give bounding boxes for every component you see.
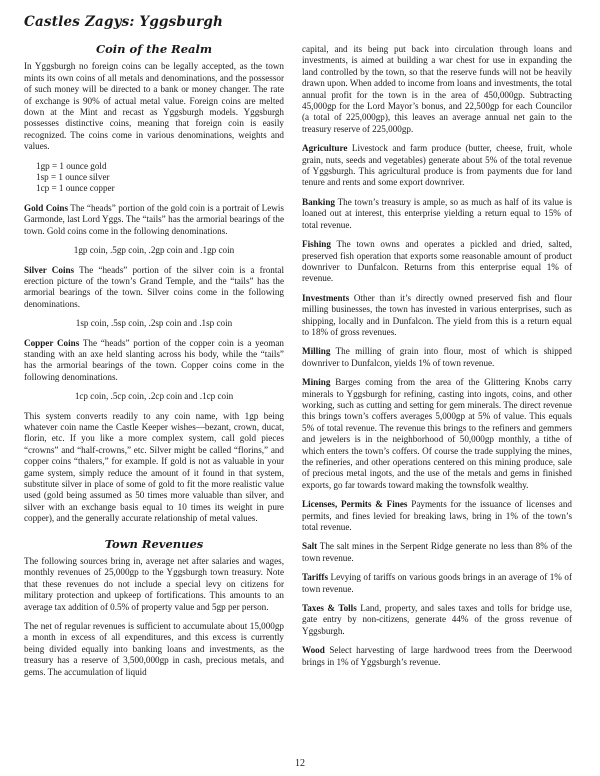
revenues-net-continued: capital, and its being put back into circulation through loans and investments, is aimed at building a war chest for use in expanding the land controlled by the town, so that the reserve funds will not be heavily drawn upon. When added to income from loans and investments, the total annual profit for the town is in the area of 450,000gp. Subtracting 45,000gp for the Lord Mayor’s bonus, and 22,500gp for each Councilor (a total of 225,000gp), this leaves an average annual net gain to the treasury reserve of 225,000gp. xyxy=(302,44,572,134)
running-header: Castles Zagys: Yggsburgh xyxy=(24,14,224,30)
revenue-item xyxy=(302,645,572,668)
page-number: 12 xyxy=(295,758,305,769)
revenue-item-lead: Milling xyxy=(302,346,331,357)
revenue-item-text: Land, property, and sales taxes and tolls for bridge use, gate entry by non-citizens, generate 44% of the gross revenue of Yggsburgh. xyxy=(302,603,572,636)
copper-coins-paragraph xyxy=(24,338,284,384)
coin-intro-paragraph: In Yggsburgh no foreign coins can be legally accepted, as the town mints its own coins of all metals and denominations, and the possessor of such money will be directed to a bank or money changer. The rate of exchange is 90% of actual metal value. Foreign coins are melted down at the Mint and recast as Yggsburgh models. Yggsburgh possesses distinctive coins, meaning that foreign coin is easily recognized. The coins come in various denominations, weights and values. xyxy=(24,61,284,152)
revenue-item xyxy=(302,346,572,369)
coin-weight-list xyxy=(24,161,284,195)
revenue-item-text: The town owns and operates a pickled and dried, salted, preserved fish operation that exports some reasonable amount of product downriver to Dunfalcon. Returns from this enterprise equal 1% of revenue. xyxy=(302,239,572,284)
revenue-item-text: Barges coming from the area of the Glittering Knobs carry minerals to Yggsburgh for refining, casting into ingots, coins, and other working, such as cutting and setting for gem minerals. The direct revenue this brings town’s coffers averages 5,000gp at 5% of value. This equals 5% of total revenue. The revenue this brings to the refiners and gemmers and jewelers is in the neighborhood of 50,000gp monthly, a tithe of which enters the town’s coffers. Of course the trade supplying the mines, the refineries, and other operations centered on this mining produce, sale of precious metal ingots, and the use of the metals and gems in finished exports, go far towards toward making the townsfolk wealthy. xyxy=(302,377,572,490)
revenue-item-text: Levying of tariffs on various goods brings in an average of 1% of town revenue. xyxy=(302,572,572,594)
gold-coin-denominations: 1gp coin, .5gp coin, .2gp coin and .1gp coin xyxy=(73,245,235,256)
revenue-item xyxy=(302,572,572,595)
copper-coins-text: The “heads” portion of the copper coin is a yeoman standing with an axe held slanting across his body, while the “tails” has the armorial bearings of the town. Copper coins come in the following denominations. xyxy=(24,337,284,382)
revenue-item-text: The salt mines in the Serpent Ridge generate no less than 8% of the town revenue. xyxy=(302,541,572,563)
left-column xyxy=(24,44,284,686)
revenue-item-lead: Banking xyxy=(302,196,335,207)
coin-system-paragraph: This system converts readily to any coin name, with 1gp being whatever coin name the Castle Keeper wishes—bezant, crown, ducat, florin, etc. If you like a more complex system, call gold pieces “crowns” and “half-crowns,” etc. Silver might be called “florins,” and copper coins “thalers,” for example. If gold is not as valuable in your game system, simply reduce the amount of it found in that system, substitute silver in place of some of gold to fit the more realistic value used (gold being assumed as 50 times more valuable than silver, and silver with an exchange basis equal to 10 times its weight in pure copper), and the generally accurate relationship of metal values. xyxy=(24,410,284,524)
section-title-coin: Coin of the Realm xyxy=(95,42,213,56)
silver-coins-text: The “heads” portion of the silver coin is a frontal erection picture of the town’s Grand Temple, and the “tails” has the armorial bearings of the town. Silver coins come in the following denominations. xyxy=(24,264,284,309)
list-item: 1gp = 1 ounce gold xyxy=(36,160,107,171)
revenue-item-lead: Investments xyxy=(302,292,350,303)
revenue-item-text: Livestock and farm produce (butter, cheese, fruit, whole grain, nuts, seeds and vegetables) generate about 5% of the total revenue of Yggsburgh. This agricultural produce is from payments due for land tenure and rents and some export downriver. xyxy=(302,143,572,188)
revenue-item-lead: Taxes & Tolls xyxy=(302,603,357,614)
revenue-item xyxy=(302,603,572,637)
revenue-item-lead: Wood xyxy=(302,645,325,656)
revenue-item-text: Payments for the issuance of licenses and permits, and fines levied for breaking laws, bring in 1% of the town’s total revenue. xyxy=(302,499,572,533)
revenue-item-text: The milling of grain into flour, most of which is shipped downriver to Dunfalcon, yields 1% of town revenue. xyxy=(302,346,572,368)
revenue-item-text: Select harvesting of large hardwood trees from the Deerwood brings in 1% of Yggsburgh’s revenue. xyxy=(302,645,572,667)
revenue-item xyxy=(302,239,572,285)
revenue-item xyxy=(302,541,572,564)
list-item: 1cp = 1 ounce copper xyxy=(36,183,115,194)
list-item: 1sp = 1 ounce silver xyxy=(36,172,110,183)
revenue-item xyxy=(302,499,572,533)
revenue-item-lead: Tariffs xyxy=(302,572,329,583)
revenue-item xyxy=(302,377,572,491)
silver-coins-paragraph xyxy=(24,265,284,311)
copper-coin-denominations: 1cp coin, .5cp coin, .2cp coin and .1cp coin xyxy=(74,391,234,402)
revenues-intro-paragraph: The following sources bring in, average net after salaries and wages, monthly revenues of 25,000gp to the Yggsburgh town treasury. Note that these revenues do not include a special levy on citizens for military protection and upkeep of fortifications. This amounts to an average tax addition of 0.5% of property value and 5gp per person. xyxy=(24,556,284,612)
revenue-item xyxy=(302,197,572,231)
gold-coins-text: The “heads” portion of the gold coin is a portrait of Lewis Garmonde, last Lord Yggs. The “tails” has the armorial bearings of the town. Gold coins come in the following denominations. xyxy=(24,202,284,236)
silver-coins-lead: Silver Coins xyxy=(24,264,75,275)
revenue-item xyxy=(302,143,572,189)
revenue-item-lead: Agriculture xyxy=(302,143,348,154)
revenue-item-text: The town’s treasury is ample, so as much as half of its value is loaned out at interest, this enterprise yielding a return equal to 15% of total revenue. xyxy=(302,196,572,230)
copper-coins-lead: Copper Coins xyxy=(24,337,80,348)
revenue-item-lead: Salt xyxy=(302,541,318,552)
revenue-item xyxy=(302,293,572,339)
revenue-item-lead: Fishing xyxy=(302,239,331,250)
gold-coins-lead: Gold Coins xyxy=(24,202,69,213)
revenue-item-text: Other than it’s directly owned preserved fish and flour milling businesses, the town has invested in various enterprises, such as shipping, locally and in Dunfalcon. The yield from this is a return equal to 18% of gross revenues. xyxy=(302,292,572,337)
gold-coins-paragraph xyxy=(24,203,284,237)
silver-coin-denominations: 1sp coin, .5sp coin, .2sp coin and .1sp coin xyxy=(75,318,233,329)
section-title-revenues: Town Revenues xyxy=(104,536,204,551)
revenues-net-paragraph: The net of regular revenues is sufficient to accumulate about 15,000gp a month in excess of all expenditures, and this excess is currently being divided equally into banking loans and investments, as the treasury has a reserve of 3,500,000gp in cash, precious metals, and gems. The accumulation of liquid xyxy=(24,621,284,677)
right-column xyxy=(302,44,572,676)
revenue-item-lead: Mining xyxy=(302,377,331,388)
revenue-item-lead: Licenses, Permits & Fines xyxy=(302,499,408,510)
